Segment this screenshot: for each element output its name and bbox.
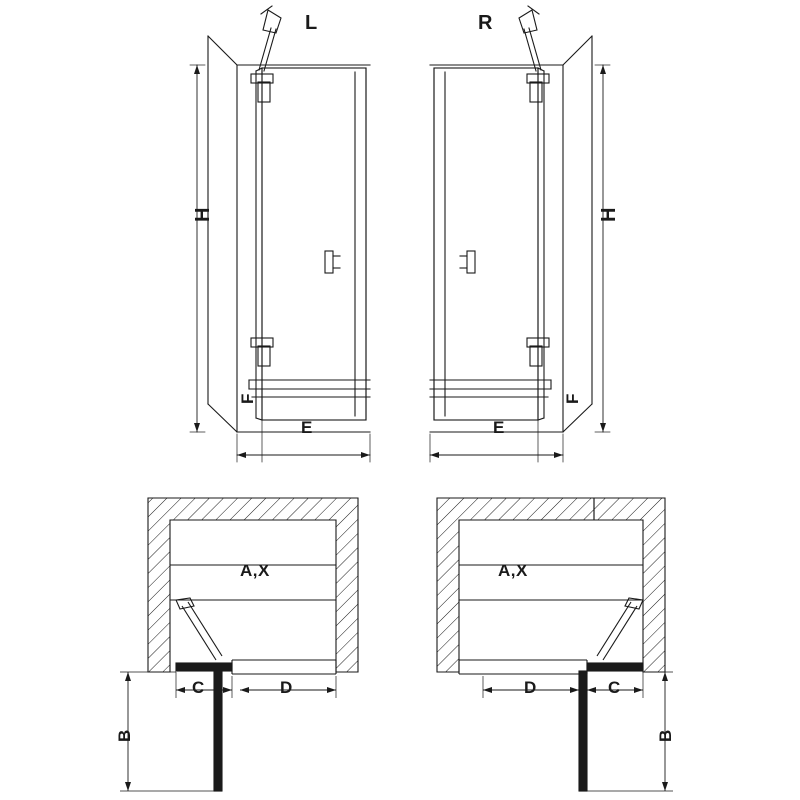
label-right-fixed: F [563,393,582,404]
label-right-opening: A,X [498,561,528,580]
label-right-depth: B [656,729,675,742]
label-left-height: H [192,207,214,222]
label-variant-left: L [305,12,318,34]
label-right-door: E [493,418,505,437]
label-left-fixed-width: C [192,678,205,697]
left-elevation-group [190,6,370,462]
label-left-depth: B [115,729,134,742]
label-left-fixed: F [238,393,257,404]
label-right-height: H [598,207,620,222]
label-right-door-width: D [524,678,537,697]
right-plan-group [437,498,673,791]
left-plan-group [120,498,358,791]
label-left-opening: A,X [240,561,270,580]
label-left-door-width: D [280,678,293,697]
label-left-door: E [301,418,313,437]
label-right-fixed-width: C [608,678,621,697]
right-elevation-group [430,6,610,462]
label-variant-right: R [478,12,493,34]
